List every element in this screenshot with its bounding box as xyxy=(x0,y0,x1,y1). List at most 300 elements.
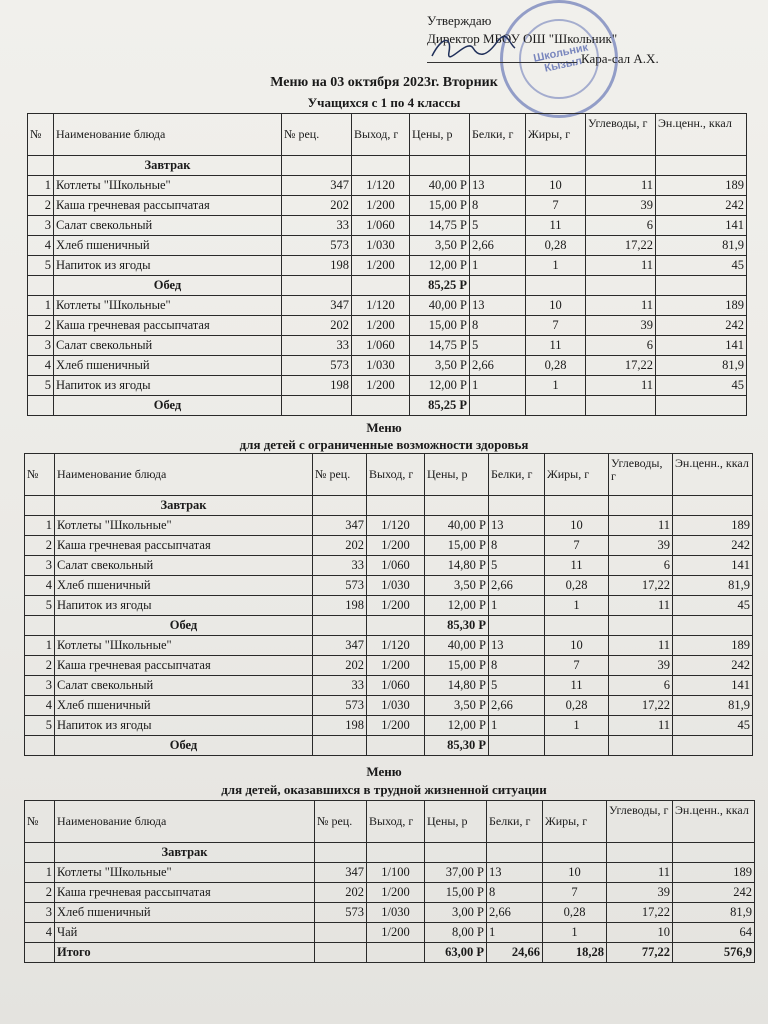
breakfast-label: Завтрак xyxy=(55,843,315,863)
recipe-number: 198 xyxy=(282,376,352,396)
dish-name: Каша гречневая рассыпчатая xyxy=(54,196,282,216)
energy-value: 45 xyxy=(656,376,747,396)
table-row xyxy=(28,216,747,236)
fat-value: 0,28 xyxy=(545,696,609,716)
dish-number: 2 xyxy=(25,656,55,676)
dish-price: 8,00 Р xyxy=(425,923,487,943)
page-subtitle: Учащихся с 1 по 4 классы xyxy=(307,95,461,110)
protein-value: 1 xyxy=(489,596,545,616)
col-num: № xyxy=(25,454,55,496)
protein-value: 8 xyxy=(487,883,543,903)
recipe-number: 347 xyxy=(313,516,367,536)
col-name: Наименование блюда xyxy=(54,114,282,156)
protein-value: 2,66 xyxy=(470,236,526,256)
portion-output: 1/120 xyxy=(352,296,410,316)
fat-value: 0,28 xyxy=(526,236,586,256)
table-row xyxy=(28,176,747,196)
portion-output: 1/120 xyxy=(367,516,425,536)
dish-name: Каша гречневая рассыпчатая xyxy=(54,316,282,336)
portion-output: 1/200 xyxy=(367,656,425,676)
table-row xyxy=(25,596,753,616)
carb-value: 39 xyxy=(586,316,656,336)
portion-output: 1/030 xyxy=(367,696,425,716)
lunch-label: Обед xyxy=(54,276,282,296)
grand-total-fat: 18,28 xyxy=(543,943,607,963)
col-carb: Углеводы, г xyxy=(586,114,656,156)
protein-value: 5 xyxy=(470,216,526,236)
section-row xyxy=(28,156,747,176)
lunch-total-label: Обед xyxy=(54,396,282,416)
table-header-row xyxy=(28,114,747,156)
signature-scribble xyxy=(427,34,517,62)
protein-value: 8 xyxy=(489,536,545,556)
dish-number: 1 xyxy=(25,516,55,536)
stamp-text: Школьник Кызыл xyxy=(532,41,590,75)
carb-value: 39 xyxy=(609,536,673,556)
recipe-number: 202 xyxy=(282,196,352,216)
dish-number: 4 xyxy=(25,696,55,716)
recipe-number: 573 xyxy=(282,356,352,376)
protein-value: 13 xyxy=(470,296,526,316)
table-row xyxy=(28,316,747,336)
recipe-number: 202 xyxy=(315,883,367,903)
dish-price: 40,00 Р xyxy=(425,636,489,656)
fat-value: 1 xyxy=(526,376,586,396)
dish-price: 3,50 Р xyxy=(410,236,470,256)
grand-total-label: Итого xyxy=(55,943,315,963)
breakfast-label: Завтрак xyxy=(54,156,282,176)
table-row xyxy=(25,636,753,656)
carb-value: 39 xyxy=(607,883,673,903)
protein-value: 13 xyxy=(487,863,543,883)
dish-name: Чай xyxy=(55,923,315,943)
fat-value: 0,28 xyxy=(545,576,609,596)
dish-name: Салат свекольный xyxy=(54,336,282,356)
col-price: Цены, р xyxy=(425,801,487,843)
carb-value: 17,22 xyxy=(609,696,673,716)
energy-value: 242 xyxy=(673,883,755,903)
fat-value: 10 xyxy=(526,296,586,316)
col-prot: Белки, г xyxy=(470,114,526,156)
protein-value: 13 xyxy=(489,636,545,656)
dish-price: 37,00 Р xyxy=(425,863,487,883)
col-out: Выход, г xyxy=(367,801,425,843)
dish-price: 15,00 Р xyxy=(410,316,470,336)
fat-value: 10 xyxy=(545,516,609,536)
lunch-label: Обед xyxy=(55,616,313,636)
energy-value: 189 xyxy=(673,863,755,883)
dish-price: 15,00 Р xyxy=(425,883,487,903)
protein-value: 2,66 xyxy=(487,903,543,923)
total-row xyxy=(25,736,753,756)
energy-value: 141 xyxy=(673,556,753,576)
total-row xyxy=(25,943,755,963)
recipe-number: 198 xyxy=(313,596,367,616)
carb-value: 11 xyxy=(609,516,673,536)
portion-output: 1/120 xyxy=(367,636,425,656)
recipe-number: 202 xyxy=(313,656,367,676)
table-row xyxy=(28,236,747,256)
menu-table-primary xyxy=(27,113,747,416)
dish-price: 14,75 Р xyxy=(410,336,470,356)
protein-value: 5 xyxy=(470,336,526,356)
table-row xyxy=(25,576,753,596)
col-rec: № рец. xyxy=(282,114,352,156)
dish-price: 12,00 Р xyxy=(410,376,470,396)
dish-number: 5 xyxy=(25,716,55,736)
recipe-number: 198 xyxy=(282,256,352,276)
fat-value: 11 xyxy=(545,676,609,696)
dish-name: Котлеты "Школьные" xyxy=(54,296,282,316)
fat-value: 10 xyxy=(526,176,586,196)
fat-value: 7 xyxy=(526,316,586,336)
energy-value: 242 xyxy=(673,536,753,556)
dish-price: 14,80 Р xyxy=(425,676,489,696)
fat-value: 7 xyxy=(526,196,586,216)
protein-value: 8 xyxy=(489,656,545,676)
col-num: № xyxy=(28,114,54,156)
protein-value: 8 xyxy=(470,196,526,216)
carb-value: 11 xyxy=(586,176,656,196)
col-energy: Эн.ценн., ккал xyxy=(673,801,755,843)
table-row xyxy=(25,716,753,736)
table-row xyxy=(25,923,755,943)
dish-price: 15,00 Р xyxy=(425,656,489,676)
portion-output: 1/200 xyxy=(352,196,410,216)
dish-number: 3 xyxy=(25,903,55,923)
recipe-number: 33 xyxy=(313,676,367,696)
dish-price: 3,00 Р xyxy=(425,903,487,923)
fat-value: 7 xyxy=(545,536,609,556)
portion-output: 1/200 xyxy=(352,256,410,276)
portion-output: 1/030 xyxy=(367,576,425,596)
section3-subtitle: для детей, оказавшихся в трудной жизненной ситуации xyxy=(221,782,547,797)
portion-output: 1/200 xyxy=(367,596,425,616)
portion-output: 1/060 xyxy=(352,216,410,236)
dish-name: Хлеб пшеничный xyxy=(54,236,282,256)
dish-name: Салат свекольный xyxy=(55,676,313,696)
section2-subtitle: для детей с ограниченные возможности здоровья xyxy=(239,437,529,452)
energy-value: 141 xyxy=(656,216,747,236)
carb-value: 11 xyxy=(609,716,673,736)
section-row xyxy=(25,843,755,863)
col-energy: Эн.ценн., ккал xyxy=(673,454,753,496)
fat-value: 11 xyxy=(526,216,586,236)
col-energy: Эн.ценн., ккал xyxy=(656,114,747,156)
col-rec: № рец. xyxy=(315,801,367,843)
dish-number: 2 xyxy=(28,316,54,336)
recipe-number: 573 xyxy=(313,696,367,716)
energy-value: 189 xyxy=(656,296,747,316)
dish-number: 2 xyxy=(25,883,55,903)
col-fat: Жиры, г xyxy=(543,801,607,843)
recipe-number: 347 xyxy=(282,176,352,196)
dish-name: Котлеты "Школьные" xyxy=(55,863,315,883)
col-prot: Белки, г xyxy=(489,454,545,496)
dish-number: 1 xyxy=(25,636,55,656)
dish-name: Котлеты "Школьные" xyxy=(54,176,282,196)
energy-value: 242 xyxy=(656,196,747,216)
dish-name: Напиток из ягоды xyxy=(54,256,282,276)
portion-output: 1/060 xyxy=(367,676,425,696)
table-row xyxy=(25,556,753,576)
protein-value: 2,66 xyxy=(489,576,545,596)
dish-number: 3 xyxy=(25,556,55,576)
col-name: Наименование блюда xyxy=(55,454,313,496)
carb-value: 11 xyxy=(607,863,673,883)
dish-number: 4 xyxy=(25,576,55,596)
portion-output: 1/200 xyxy=(352,316,410,336)
portion-output: 1/030 xyxy=(367,903,425,923)
dish-name: Напиток из ягоды xyxy=(55,596,313,616)
carb-value: 6 xyxy=(609,556,673,576)
carb-value: 11 xyxy=(586,296,656,316)
portion-output: 1/200 xyxy=(367,716,425,736)
dish-name: Хлеб пшеничный xyxy=(55,903,315,923)
table-row xyxy=(25,536,753,556)
energy-value: 141 xyxy=(673,676,753,696)
fat-value: 0,28 xyxy=(526,356,586,376)
recipe-number: 33 xyxy=(282,336,352,356)
menu-table-hardship xyxy=(24,800,755,963)
recipe-number xyxy=(315,923,367,943)
protein-value: 1 xyxy=(470,256,526,276)
table-header-row xyxy=(25,454,753,496)
fat-value: 1 xyxy=(545,596,609,616)
fat-value: 11 xyxy=(526,336,586,356)
dish-number: 3 xyxy=(28,336,54,356)
dish-number: 4 xyxy=(28,236,54,256)
section2-title: Меню xyxy=(366,420,402,435)
fat-value: 1 xyxy=(543,923,607,943)
approval-block xyxy=(427,12,659,68)
protein-value: 13 xyxy=(470,176,526,196)
table-row xyxy=(28,356,747,376)
dish-number: 3 xyxy=(28,216,54,236)
carb-value: 11 xyxy=(586,376,656,396)
dish-name: Каша гречневая рассыпчатая xyxy=(55,656,313,676)
dish-number: 1 xyxy=(25,863,55,883)
table-row xyxy=(25,516,753,536)
protein-value: 2,66 xyxy=(489,696,545,716)
energy-value: 45 xyxy=(656,256,747,276)
lunch-total: 85,30 Р xyxy=(425,736,489,756)
dish-number: 2 xyxy=(28,196,54,216)
portion-output: 1/030 xyxy=(352,236,410,256)
carb-value: 17,22 xyxy=(607,903,673,923)
dish-name: Котлеты "Школьные" xyxy=(55,516,313,536)
dish-number: 1 xyxy=(28,296,54,316)
section-row xyxy=(25,616,753,636)
table-row xyxy=(25,676,753,696)
table-row xyxy=(25,883,755,903)
energy-value: 141 xyxy=(656,336,747,356)
table-row xyxy=(25,656,753,676)
col-rec: № рец. xyxy=(313,454,367,496)
dish-number: 2 xyxy=(25,536,55,556)
energy-value: 45 xyxy=(673,716,753,736)
carb-value: 11 xyxy=(586,256,656,276)
table-row xyxy=(28,296,747,316)
energy-value: 189 xyxy=(656,176,747,196)
recipe-number: 33 xyxy=(282,216,352,236)
table-row xyxy=(28,196,747,216)
grand-total-price: 63,00 Р xyxy=(425,943,487,963)
portion-output: 1/060 xyxy=(367,556,425,576)
grand-total-energy: 576,9 xyxy=(673,943,755,963)
portion-output: 1/200 xyxy=(367,536,425,556)
page-title: Меню на 03 октября 2023г. Вторник xyxy=(270,75,498,90)
dish-price: 14,75 Р xyxy=(410,216,470,236)
section-row xyxy=(25,496,753,516)
carb-value: 11 xyxy=(609,596,673,616)
energy-value: 45 xyxy=(673,596,753,616)
dish-price: 40,00 Р xyxy=(410,296,470,316)
fat-value: 10 xyxy=(543,863,607,883)
dish-number: 5 xyxy=(28,376,54,396)
portion-output: 1/200 xyxy=(367,923,425,943)
dish-name: Котлеты "Школьные" xyxy=(55,636,313,656)
portion-output: 1/200 xyxy=(352,376,410,396)
fat-value: 1 xyxy=(545,716,609,736)
dish-price: 12,00 Р xyxy=(425,716,489,736)
section-row xyxy=(28,276,747,296)
portion-output: 1/030 xyxy=(352,356,410,376)
recipe-number: 347 xyxy=(315,863,367,883)
dish-price: 3,50 Р xyxy=(425,696,489,716)
energy-value: 242 xyxy=(656,316,747,336)
table-row xyxy=(28,336,747,356)
dish-number: 5 xyxy=(25,596,55,616)
signature-line xyxy=(427,48,577,63)
recipe-number: 202 xyxy=(313,536,367,556)
dish-price: 40,00 Р xyxy=(425,516,489,536)
dish-name: Хлеб пшеничный xyxy=(55,576,313,596)
grand-total-prot: 24,66 xyxy=(487,943,543,963)
carb-value: 11 xyxy=(609,636,673,656)
lunch-total-label: Обед xyxy=(55,736,313,756)
dish-price: 14,80 Р xyxy=(425,556,489,576)
dish-name: Напиток из ягоды xyxy=(55,716,313,736)
dish-name: Хлеб пшеничный xyxy=(54,356,282,376)
dish-name: Салат свекольный xyxy=(55,556,313,576)
fat-value: 1 xyxy=(526,256,586,276)
col-num: № xyxy=(25,801,55,843)
table-row xyxy=(25,903,755,923)
dish-number: 4 xyxy=(25,923,55,943)
protein-value: 2,66 xyxy=(470,356,526,376)
col-fat: Жиры, г xyxy=(526,114,586,156)
col-carb: Углеводы, г xyxy=(609,454,673,496)
recipe-number: 573 xyxy=(282,236,352,256)
carb-value: 17,22 xyxy=(609,576,673,596)
breakfast-total: 85,30 Р xyxy=(425,616,489,636)
carb-value: 6 xyxy=(609,676,673,696)
fat-value: 11 xyxy=(545,556,609,576)
energy-value: 189 xyxy=(673,516,753,536)
breakfast-total: 85,25 Р xyxy=(410,276,470,296)
total-row xyxy=(28,396,747,416)
fat-value: 7 xyxy=(543,883,607,903)
recipe-number: 347 xyxy=(313,636,367,656)
carb-value: 17,22 xyxy=(586,236,656,256)
protein-value: 1 xyxy=(487,923,543,943)
carb-value: 39 xyxy=(609,656,673,676)
menu-table-disabilities xyxy=(24,453,753,756)
dish-name: Хлеб пшеничный xyxy=(55,696,313,716)
energy-value: 81,9 xyxy=(673,576,753,596)
dish-name: Напиток из ягоды xyxy=(54,376,282,396)
dish-number: 5 xyxy=(28,256,54,276)
recipe-number: 573 xyxy=(313,576,367,596)
dish-price: 40,00 Р xyxy=(410,176,470,196)
col-out: Выход, г xyxy=(352,114,410,156)
portion-output: 1/200 xyxy=(367,883,425,903)
table-row xyxy=(28,376,747,396)
col-name: Наименование блюда xyxy=(55,801,315,843)
table-row xyxy=(28,256,747,276)
portion-output: 1/120 xyxy=(352,176,410,196)
carb-value: 10 xyxy=(607,923,673,943)
section3-title: Меню xyxy=(366,764,402,779)
dish-name: Каша гречневая рассыпчатая xyxy=(55,883,315,903)
fat-value: 0,28 xyxy=(543,903,607,923)
carb-value: 6 xyxy=(586,336,656,356)
energy-value: 81,9 xyxy=(656,236,747,256)
energy-value: 64 xyxy=(673,923,755,943)
approval-line-1: Утверждаю xyxy=(427,13,492,28)
dish-price: 3,50 Р xyxy=(410,356,470,376)
col-fat: Жиры, г xyxy=(545,454,609,496)
protein-value: 1 xyxy=(470,376,526,396)
energy-value: 189 xyxy=(673,636,753,656)
fat-value: 10 xyxy=(545,636,609,656)
carb-value: 17,22 xyxy=(586,356,656,376)
protein-value: 13 xyxy=(489,516,545,536)
dish-number: 1 xyxy=(28,176,54,196)
dish-name: Каша гречневая рассыпчатая xyxy=(55,536,313,556)
recipe-number: 347 xyxy=(282,296,352,316)
dish-price: 3,50 Р xyxy=(425,576,489,596)
energy-value: 81,9 xyxy=(673,903,755,923)
dish-price: 12,00 Р xyxy=(410,256,470,276)
col-price: Цены, р xyxy=(410,114,470,156)
col-carb: Углеводы, г xyxy=(607,801,673,843)
col-prot: Белки, г xyxy=(487,801,543,843)
grand-total-carb: 77,22 xyxy=(607,943,673,963)
portion-output: 1/100 xyxy=(367,863,425,883)
dish-number: 3 xyxy=(25,676,55,696)
breakfast-label: Завтрак xyxy=(55,496,313,516)
dish-name: Салат свекольный xyxy=(54,216,282,236)
table-header-row xyxy=(25,801,755,843)
dish-price: 15,00 Р xyxy=(410,196,470,216)
protein-value: 1 xyxy=(489,716,545,736)
carb-value: 6 xyxy=(586,216,656,236)
energy-value: 81,9 xyxy=(673,696,753,716)
energy-value: 81,9 xyxy=(656,356,747,376)
dish-price: 12,00 Р xyxy=(425,596,489,616)
approval-line-2: Директор МБОУ ОШ "Школьник" xyxy=(427,31,618,46)
protein-value: 5 xyxy=(489,676,545,696)
dish-number: 4 xyxy=(28,356,54,376)
col-out: Выход, г xyxy=(367,454,425,496)
col-price: Цены, р xyxy=(425,454,489,496)
recipe-number: 202 xyxy=(282,316,352,336)
table-row xyxy=(25,696,753,716)
fat-value: 7 xyxy=(545,656,609,676)
protein-value: 8 xyxy=(470,316,526,336)
